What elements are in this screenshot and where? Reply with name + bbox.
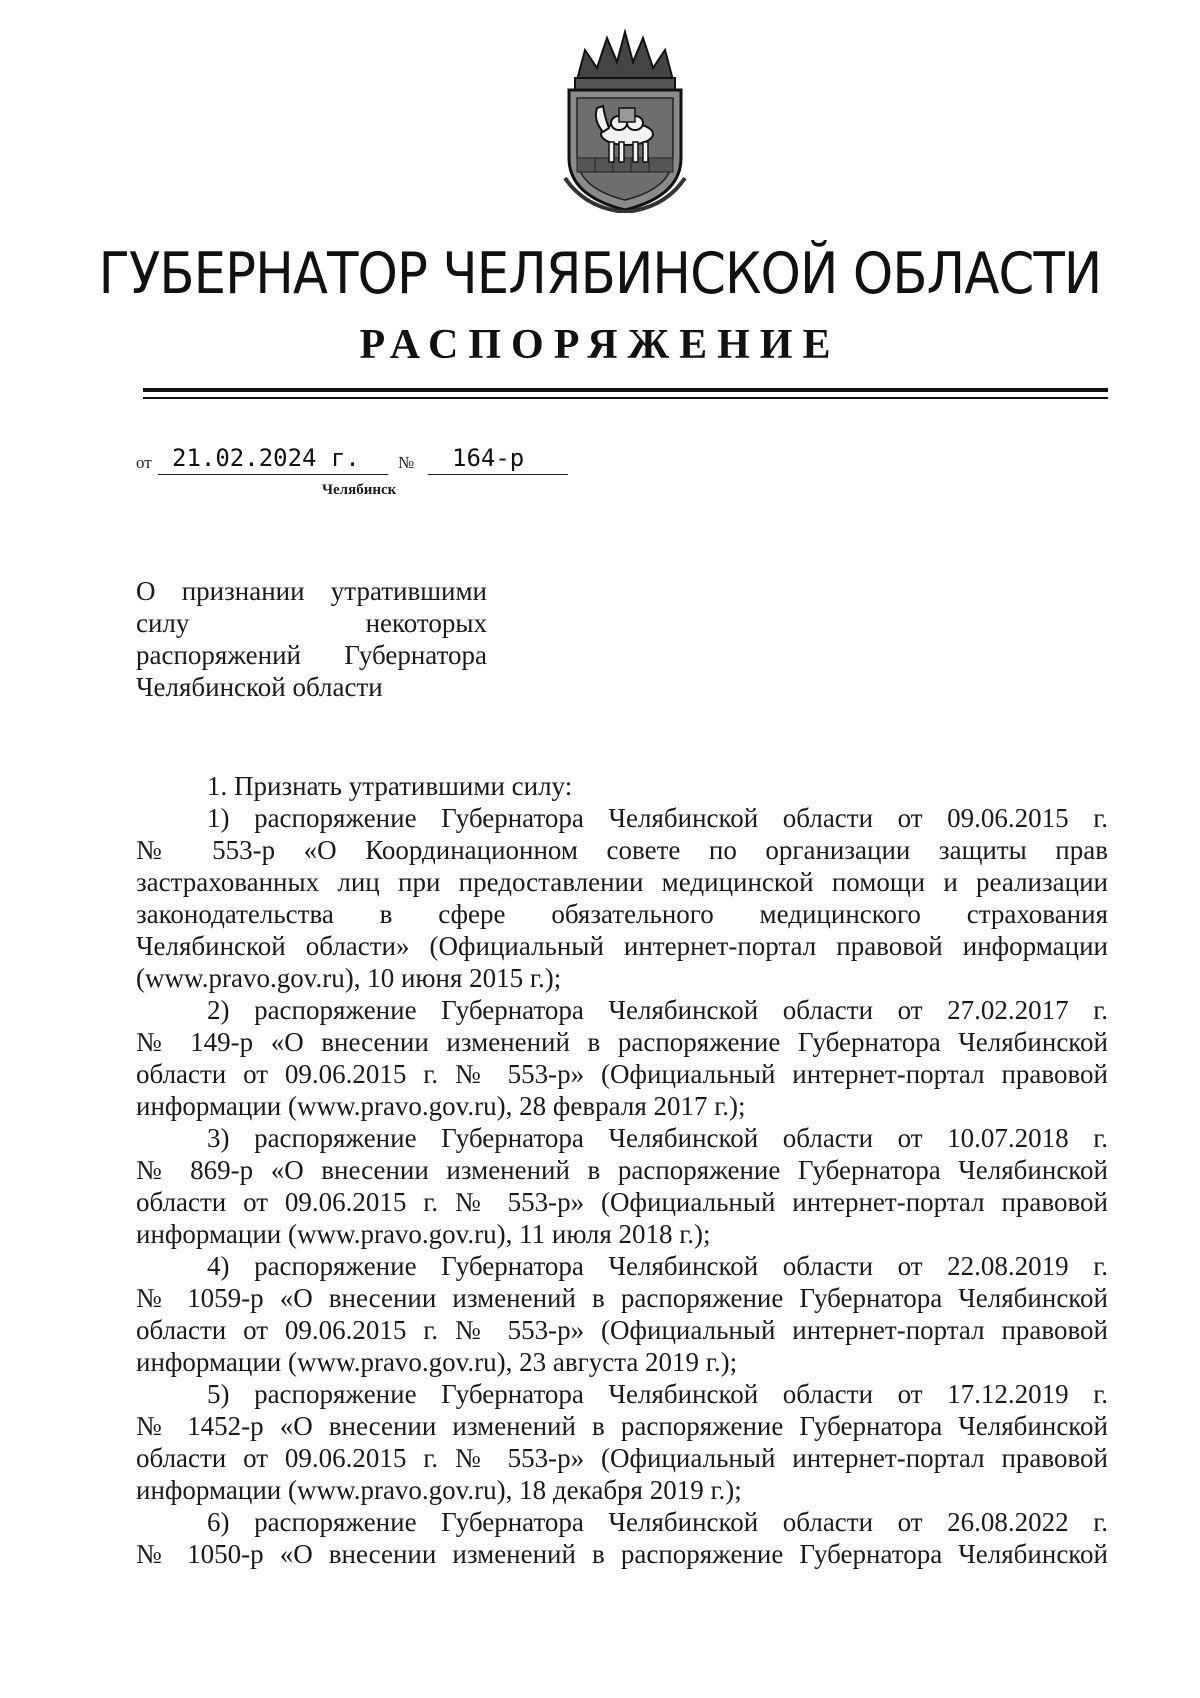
- document-date: 21.02.2024 г.: [172, 444, 360, 472]
- body-line: области от 09.06.2015 г. № 553-р» (Официальный интернет-портал правовой: [136, 1443, 1108, 1473]
- header-divider-thin: [143, 397, 1108, 399]
- document-number: 164-р: [452, 444, 525, 472]
- date-underline: [158, 474, 388, 475]
- subject-line: О признании утратившими: [136, 576, 487, 606]
- number-prefix: №: [398, 453, 415, 472]
- body-line: 4) распоряжение Губернатора Челябинской области от 22.08.2019 г.: [207, 1251, 1108, 1281]
- body-line: информации (www.pravo.gov.ru), 11 июля 2018 г.);: [136, 1219, 711, 1249]
- document-type: РАСПОРЯЖЕНИЕ: [359, 322, 841, 368]
- coat-of-arms-icon: [555, 28, 695, 213]
- body-line: (www.pravo.gov.ru), 10 июня 2015 г.);: [136, 963, 562, 993]
- document-body: [136, 770, 1108, 1570]
- header-divider: [143, 388, 1108, 392]
- organization-title: ГУБЕРНАТОР ЧЕЛЯБИНСКОЙ ОБЛАСТИ: [98, 241, 1102, 307]
- body-line: № 553-р «О Координационном совете по организации защиты прав: [136, 835, 1108, 865]
- body-line: 1. Признать утратившими силу:: [207, 771, 573, 801]
- body-line: № 1059-р «О внесении изменений в распоряжение Губернатора Челябинской: [136, 1283, 1108, 1313]
- body-line: застрахованных лиц при предоставлении медицинской помощи и реализации: [136, 867, 1108, 897]
- body-line: № 1452-р «О внесении изменений в распоряжение Губернатора Челябинской: [136, 1411, 1108, 1441]
- body-line: 3) распоряжение Губернатора Челябинской области от 10.07.2018 г.: [207, 1123, 1108, 1153]
- subject-line: силу некоторых: [136, 608, 487, 638]
- body-line: области от 09.06.2015 г. № 553-р» (Официальный интернет-портал правовой: [136, 1187, 1108, 1217]
- body-line: № 149-р «О внесении изменений в распоряжение Губернатора Челябинской: [136, 1027, 1108, 1057]
- document-subject: [136, 575, 487, 703]
- body-line: информации (www.pravo.gov.ru), 23 августа 2019 г.);: [136, 1347, 738, 1377]
- body-line: области от 09.06.2015 г. № 553-р» (Официальный интернет-портал правовой: [136, 1059, 1108, 1089]
- body-line: 5) распоряжение Губернатора Челябинской области от 17.12.2019 г.: [207, 1379, 1108, 1409]
- body-line: 6) распоряжение Губернатора Челябинской области от 26.08.2022 г.: [207, 1507, 1108, 1537]
- body-line: Челябинской области» (Официальный интернет-портал правовой информации: [136, 931, 1108, 961]
- body-line: информации (www.pravo.gov.ru), 28 февраля 2017 г.);: [136, 1091, 746, 1121]
- number-underline: [428, 474, 568, 475]
- body-line: 1) распоряжение Губернатора Челябинской области от 09.06.2015 г.: [207, 803, 1108, 833]
- body-line: информации (www.pravo.gov.ru), 18 декабря 2019 г.);: [136, 1475, 742, 1505]
- city-label: Челябинск: [322, 482, 397, 498]
- body-line: № 869-р «О внесении изменений в распоряжение Губернатора Челябинской: [136, 1155, 1108, 1185]
- body-line: 2) распоряжение Губернатора Челябинской области от 27.02.2017 г.: [207, 995, 1108, 1025]
- subject-line: распоряжений Губернатора: [136, 640, 487, 670]
- body-line: законодательства в сфере обязательного медицинского страхования: [136, 899, 1108, 929]
- body-line: № 1050-р «О внесении изменений в распоряжение Губернатора Челябинской: [136, 1539, 1108, 1569]
- subject-line: Челябинской области: [136, 672, 383, 702]
- date-prefix: от: [136, 453, 152, 472]
- body-line: области от 09.06.2015 г. № 553-р» (Официальный интернет-портал правовой: [136, 1315, 1108, 1345]
